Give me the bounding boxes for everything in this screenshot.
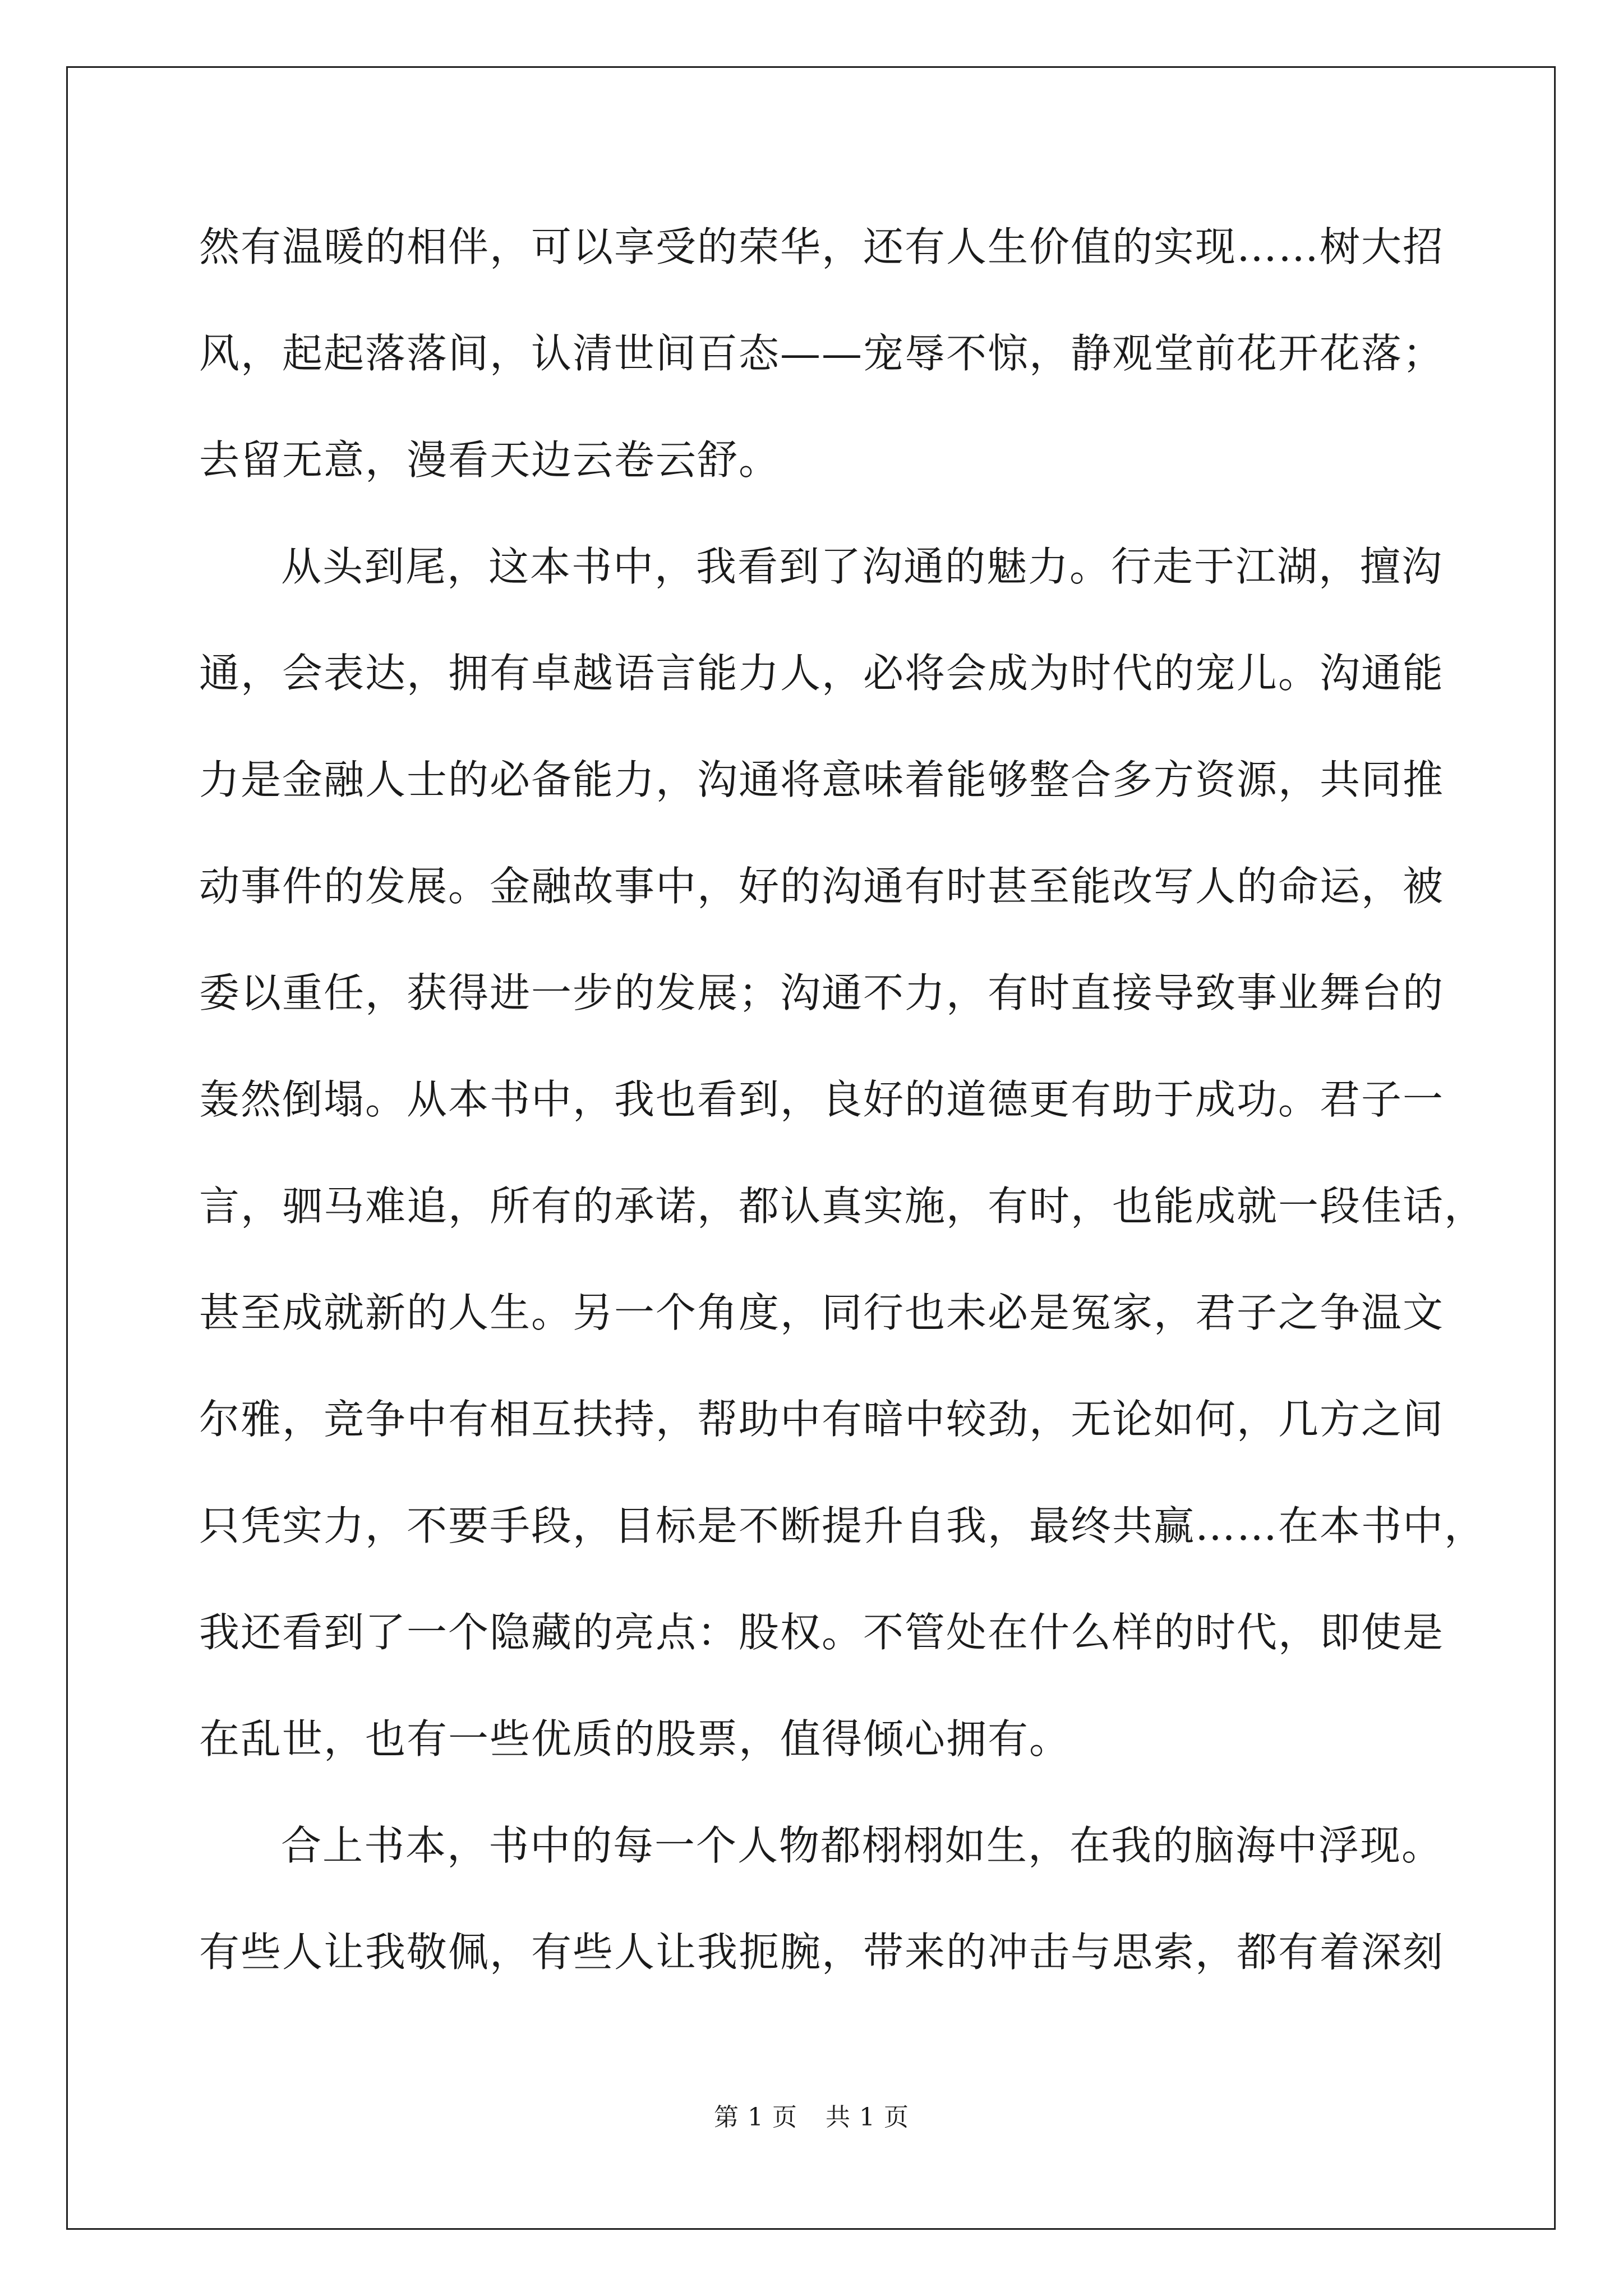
text-line: 言，驷马难追，所有的承诺，都认真实施，有时，也能成就一段佳话，	[199, 1182, 1486, 1230]
text-line: 通，会表达，拥有卓越语言能力人，必将会成为时代的宠儿。沟通能	[199, 650, 1445, 697]
document-body	[199, 213, 1486, 2025]
text-line: 动事件的发展。金融故事中，好的沟通有时甚至能改写人的命运，被	[199, 863, 1445, 910]
text-line: 去留无意，漫看天边云卷云舒。	[199, 436, 781, 484]
text-line: 甚至成就新的人生。另一个角度，同行也未必是冤家，君子之争温文	[199, 1289, 1445, 1336]
page-number: 第 1 页	[714, 2103, 797, 2132]
text-line: 力是金融人士的必备能力，沟通将意味着能够整合多方资源，共同推	[199, 756, 1445, 803]
text-line: 风，起起落落间，认清世间百态——宠辱不惊，静观堂前花开花落；	[199, 330, 1445, 377]
text-line: 有些人让我敬佩，有些人让我扼腕，带来的冲击与思索，都有着深刻	[199, 1929, 1445, 1976]
page-footer	[0, 2101, 1623, 2134]
text-line: 委以重任，获得进一步的发展；沟通不力，有时直接导致事业舞台的	[199, 969, 1445, 1016]
text-line: 只凭实力，不要手段，目标是不断提升自我，最终共赢……在本书中，	[199, 1502, 1486, 1549]
text-line: 然有温暖的相伴，可以享受的荣华，还有人生价值的实现……树大招	[199, 223, 1445, 270]
text-line: 在乱世，也有一些优质的股票，值得倾心拥有。	[199, 1715, 1071, 1763]
text-line: 轰然倒塌。从本书中，我也看到，良好的道德更有助于成功。君子一	[199, 1076, 1445, 1123]
text-line: 从头到尾，这本书中，我看到了沟通的魅力。行走于江湖，擅沟	[281, 543, 1444, 590]
text-line: 我还看到了一个隐藏的亮点：股权。不管处在什么样的时代，即使是	[199, 1609, 1445, 1656]
text-line: 合上书本，书中的每一个人物都栩栩如生，在我的脑海中浮现。	[281, 1822, 1444, 1869]
page-total: 共 1 页	[826, 2103, 909, 2132]
text-line: 尔雅，竞争中有相互扶持，帮助中有暗中较劲，无论如何，几方之间	[199, 1396, 1445, 1443]
